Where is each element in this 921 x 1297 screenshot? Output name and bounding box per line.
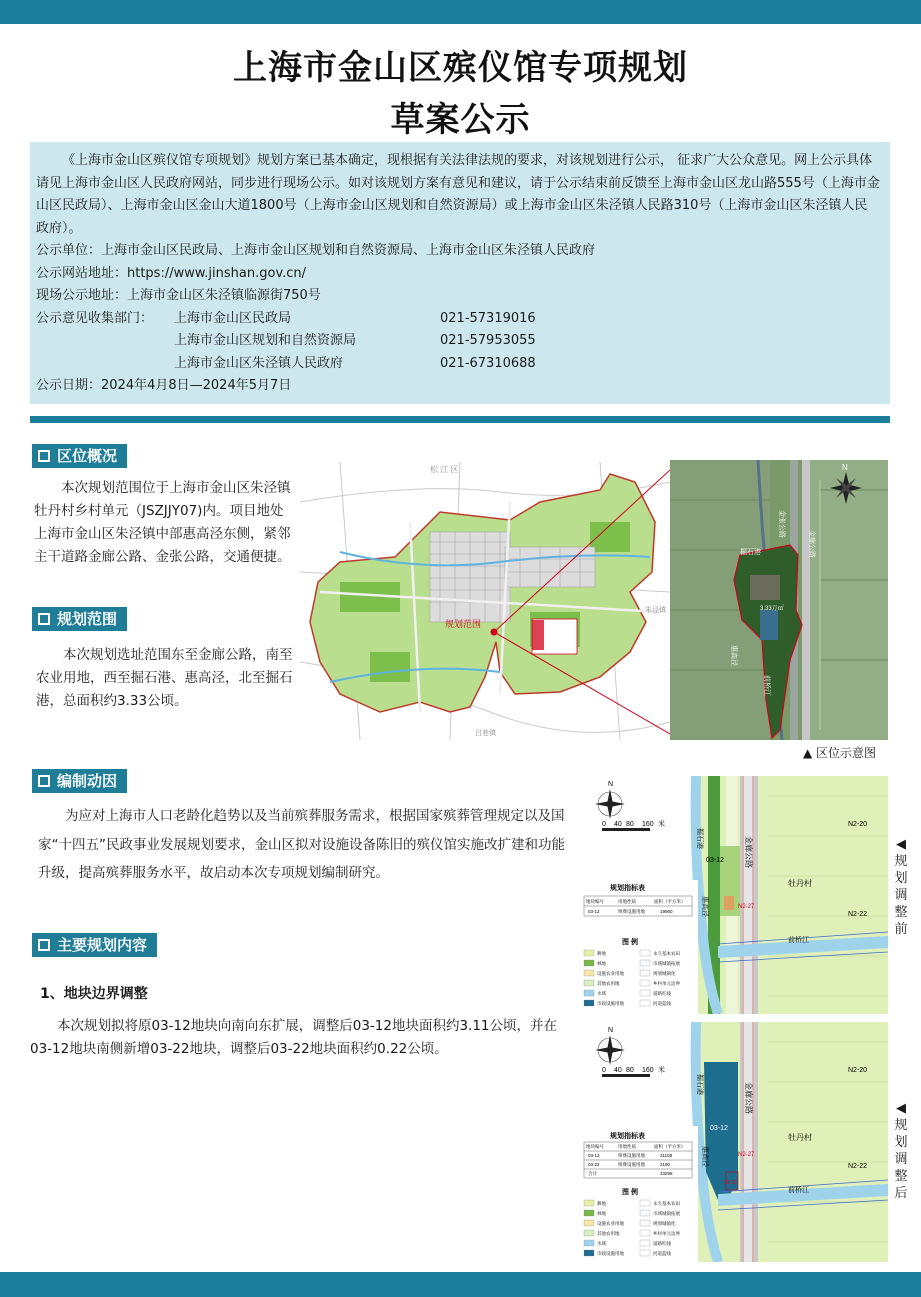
legend-label: 乡村单元边界 <box>653 981 680 986</box>
svg-text:米: 米 <box>658 821 665 828</box>
contact-phone: 021-57319016 <box>440 310 536 326</box>
svg-text:N2-20: N2-20 <box>848 1067 868 1074</box>
contact-row <box>36 308 880 331</box>
legend-label: 道路红线 <box>653 991 671 996</box>
legend-swatch <box>584 1220 594 1226</box>
map-district-label: 吕巷镇 <box>475 730 496 737</box>
svg-text:160: 160 <box>642 821 654 828</box>
svg-text:掘石港: 掘石港 <box>696 1074 703 1095</box>
plan-before-map <box>578 776 888 1014</box>
legend-swatch <box>640 960 650 966</box>
legend-swatch <box>584 1210 594 1216</box>
svg-text:殡葬设施用地: 殡葬设施用地 <box>618 1153 645 1158</box>
svg-text:03-22: 03-22 <box>724 1180 737 1186</box>
svg-text:规划指标表: 规划指标表 <box>610 885 645 892</box>
square-icon <box>38 613 50 625</box>
inset-aerial-map <box>670 460 888 740</box>
location-text: 本次规划范围位于上海市金山区朱泾镇牡丹村乡村单元（JSZJJY07)内。项目地处上海市金山区朱泾镇中部惠高泾东侧，紧邻主干道路金廊公路、金张公路，交通便捷。 <box>34 480 291 565</box>
plan-before-label: ◀规划调整前 <box>894 837 908 937</box>
notice-website: 公示网站地址：https://www.jinshan.gov.cn/ <box>36 265 307 281</box>
legend-label: 乡村单元边界 <box>653 1231 680 1236</box>
notice-site: 现场公示地址：上海市金山区朱泾镇临源街750号 <box>36 288 321 303</box>
inset-north: N <box>842 463 848 472</box>
inset-river-label: 掘石港 <box>740 549 761 556</box>
svg-text:图 例: 图 例 <box>622 939 638 946</box>
svg-text:用地性质: 用地性质 <box>618 899 636 904</box>
legend-label: 河道蓝线 <box>653 1001 671 1006</box>
legend-swatch <box>640 1210 650 1216</box>
svg-text:合计: 合计 <box>588 1171 597 1176</box>
legend-label: 设施农业用地 <box>597 971 624 976</box>
svg-text:2190: 2190 <box>660 1162 671 1167</box>
section-heading-content: 主要规划内容 <box>32 933 157 957</box>
svg-text:地块编号: 地块编号 <box>586 899 604 904</box>
svg-text:33298: 33298 <box>660 1171 673 1176</box>
legend-swatch <box>584 990 594 996</box>
svg-text:40: 40 <box>614 1067 622 1074</box>
svg-text:03-22: 03-22 <box>588 1162 600 1167</box>
inset-area-label: 3.33万㎡ <box>760 606 784 612</box>
contact-dept: 上海市金山区朱泾镇人民政府 <box>174 355 344 371</box>
square-icon <box>38 450 50 462</box>
bottom-banner-bar <box>0 1272 921 1297</box>
legend-label: 永久基本农田 <box>653 951 680 956</box>
svg-text:前桥江: 前桥江 <box>788 1187 809 1194</box>
svg-text:面积（平方米）: 面积（平方米） <box>654 1144 686 1149</box>
legend-label: 设施农业用地 <box>597 1221 624 1226</box>
svg-text:前桥江: 前桥江 <box>788 937 809 944</box>
legend-label: 水域 <box>597 991 606 996</box>
legend-swatch <box>584 1230 594 1236</box>
square-icon <box>38 939 50 951</box>
divider <box>30 416 890 423</box>
legend-label: 规划城镇化 <box>653 971 676 976</box>
contact-row <box>36 330 880 353</box>
svg-text:160: 160 <box>642 1067 654 1074</box>
legend-label: 林地 <box>597 1211 606 1216</box>
legend-label: 市域城镇拓展 <box>653 1211 680 1216</box>
svg-text:03-12: 03-12 <box>588 909 600 914</box>
svg-text:N2-22: N2-22 <box>848 911 868 918</box>
map-town-label: 朱泾镇 <box>645 607 666 614</box>
scope-label: 规划范围 <box>445 619 482 629</box>
top-banner-bar <box>0 0 921 24</box>
scope-text: 本次规划选址范围东至金廊公路，南至农业用地，西至掘石港、惠高泾，北至掘石港，总面积约3.33公顷。 <box>36 647 293 709</box>
legend-swatch <box>640 990 650 996</box>
legend-swatch <box>584 1200 594 1206</box>
contact-dept: 上海市金山区规划和自然资源局 <box>174 333 357 348</box>
subsection-heading: 1、地块边界调整 <box>40 986 148 1002</box>
legend-swatch <box>584 1250 594 1256</box>
svg-text:N: N <box>608 1027 614 1034</box>
svg-text:N2-20: N2-20 <box>848 821 868 828</box>
section-heading-motive: 编制动因 <box>32 769 127 793</box>
legend-label: 永久基本农田 <box>653 1201 680 1206</box>
inset-road2-label: 金廊公路 <box>808 530 815 558</box>
legend-swatch <box>640 1200 650 1206</box>
legend-label: 耕地 <box>597 1201 606 1206</box>
svg-text:N: N <box>608 781 614 788</box>
svg-text:31108: 31108 <box>660 1153 673 1158</box>
legend-label: 规划城镇化 <box>653 1221 676 1226</box>
legend-swatch <box>640 1240 650 1246</box>
inset-bridge-label: 前桥江 <box>763 675 770 696</box>
content-text: 本次规划拟将原03-12地块向南向东扩展，调整后03-12地块面积约3.11公顷，并在03-12地块南侧新增03-22地块，调整后03-22地块面积约0.22公顷。 <box>30 1018 558 1057</box>
legend-label: 其他农用地 <box>597 1231 620 1236</box>
svg-text:殡葬设施用地: 殡葬设施用地 <box>618 909 645 914</box>
svg-text:牡丹村: 牡丹村 <box>788 1133 812 1142</box>
legend-label: 市政设施用地 <box>597 1001 624 1006</box>
svg-text:规划指标表: 规划指标表 <box>610 1133 645 1140</box>
section-heading-scope: 规划范围 <box>32 607 127 631</box>
contact-phone: 021-57953055 <box>440 333 536 348</box>
svg-text:惠高泾: 惠高泾 <box>701 896 708 917</box>
legend-label: 市政设施用地 <box>597 1251 624 1256</box>
legend-swatch <box>640 970 650 976</box>
svg-text:N2-22: N2-22 <box>848 1163 868 1170</box>
svg-text:19960: 19960 <box>660 909 673 914</box>
svg-text:用地性质: 用地性质 <box>618 1144 636 1149</box>
notice-box <box>30 142 890 404</box>
square-icon <box>38 775 50 787</box>
plan-after-label: ◀规划调整后 <box>894 1101 908 1201</box>
legend-label: 其他农用地 <box>597 981 620 986</box>
svg-text:N2-27: N2-27 <box>738 904 755 910</box>
svg-text:地块编号: 地块编号 <box>586 1144 604 1149</box>
contacts-label: 公示意见收集部门： <box>36 310 154 326</box>
map-region-label: 松 江 区 <box>430 465 459 474</box>
legend-swatch <box>640 1250 650 1256</box>
legend-swatch <box>584 950 594 956</box>
notice-units: 公示单位：上海市金山区民政局、上海市金山区规划和自然资源局、上海市金山区朱泾镇人民政府 <box>36 243 596 258</box>
svg-text:03-12: 03-12 <box>588 1153 600 1158</box>
location-map <box>300 462 670 740</box>
svg-text:03-12: 03-12 <box>706 857 724 864</box>
legend-label: 市域城镇拓展 <box>653 961 680 966</box>
svg-text:0: 0 <box>602 1067 606 1074</box>
contact-row <box>36 353 880 376</box>
svg-text:金廊公路: 金廊公路 <box>744 836 753 868</box>
svg-text:米: 米 <box>658 1067 665 1074</box>
legend-swatch <box>584 1240 594 1246</box>
svg-text:40: 40 <box>614 821 622 828</box>
page-subtitle: 草案公示 <box>390 100 531 140</box>
svg-text:图 例: 图 例 <box>622 1189 638 1196</box>
legend-label: 林地 <box>597 961 606 966</box>
svg-text:80: 80 <box>626 821 634 828</box>
notice-date: 公示日期：2024年4月8日—2024年5月7日 <box>36 378 292 393</box>
section-heading-location: 区位概况 <box>32 444 127 468</box>
svg-text:掘石港: 掘石港 <box>696 828 703 849</box>
legend-swatch <box>640 1230 650 1236</box>
svg-text:殡葬设施用地: 殡葬设施用地 <box>618 1162 645 1167</box>
legend-swatch <box>584 980 594 986</box>
svg-text:金廊公路: 金廊公路 <box>744 1082 753 1114</box>
svg-text:80: 80 <box>626 1067 634 1074</box>
contact-dept: 上海市金山区民政局 <box>174 310 292 326</box>
legend-label: 耕地 <box>597 951 606 956</box>
svg-text:N2-27: N2-27 <box>738 1152 755 1158</box>
svg-text:03-12: 03-12 <box>710 1125 728 1132</box>
contact-phone: 021-67310688 <box>440 355 536 371</box>
legend-label: 水域 <box>597 1241 606 1246</box>
legend-swatch <box>640 950 650 956</box>
page-title: 上海市金山区殡仪馆专项规划 <box>233 48 688 88</box>
legend-label: 河道蓝线 <box>653 1251 671 1256</box>
legend-swatch <box>640 980 650 986</box>
legend-swatch <box>584 970 594 976</box>
legend-swatch <box>584 960 594 966</box>
legend-swatch <box>640 1000 650 1006</box>
location-map-caption: ▲ 区位示意图 <box>803 746 877 760</box>
plan-after-map <box>578 1022 888 1262</box>
svg-text:面积（平方米）: 面积（平方米） <box>654 899 686 904</box>
svg-text:惠高泾: 惠高泾 <box>701 1146 708 1167</box>
inset-canal-label: 惠高泾 <box>730 645 737 666</box>
legend-label: 道路红线 <box>653 1241 671 1246</box>
inset-road-label: 金张公路 <box>778 510 785 538</box>
svg-text:牡丹村: 牡丹村 <box>788 879 812 888</box>
legend-swatch <box>584 1000 594 1006</box>
notice-intro: 《上海市金山区殡仪馆专项规划》规划方案已基本确定，现根据有关法律法规的要求，对该规划进行公示， 征求广大公众意见。网上公示具体请见上海市金山区人民政府网站，同步进行现场公示。如对该规划方案有意见和建议，请于公示结束前反馈至上海市金山区龙山路555号（上海市金山区民政局）、上海市金山区金山大道1800号（上海市金山区规划和自然资源局）或上海市金山区朱泾镇人民路310号（上海市金山区朱泾镇人民政府）。 <box>36 153 880 236</box>
motive-text: 为应对上海市人口老龄化趋势以及当前殡葬服务需求，根据国家殡葬管理规定以及国家“十四五”民政事业发展规划要求，金山区拟对设施设备陈旧的殡仪馆实施改扩建和功能升级，提高殡葬服务水平，故启动本次专项规划编制研究。 <box>38 808 565 881</box>
legend-swatch <box>640 1220 650 1226</box>
svg-text:0: 0 <box>602 821 606 828</box>
